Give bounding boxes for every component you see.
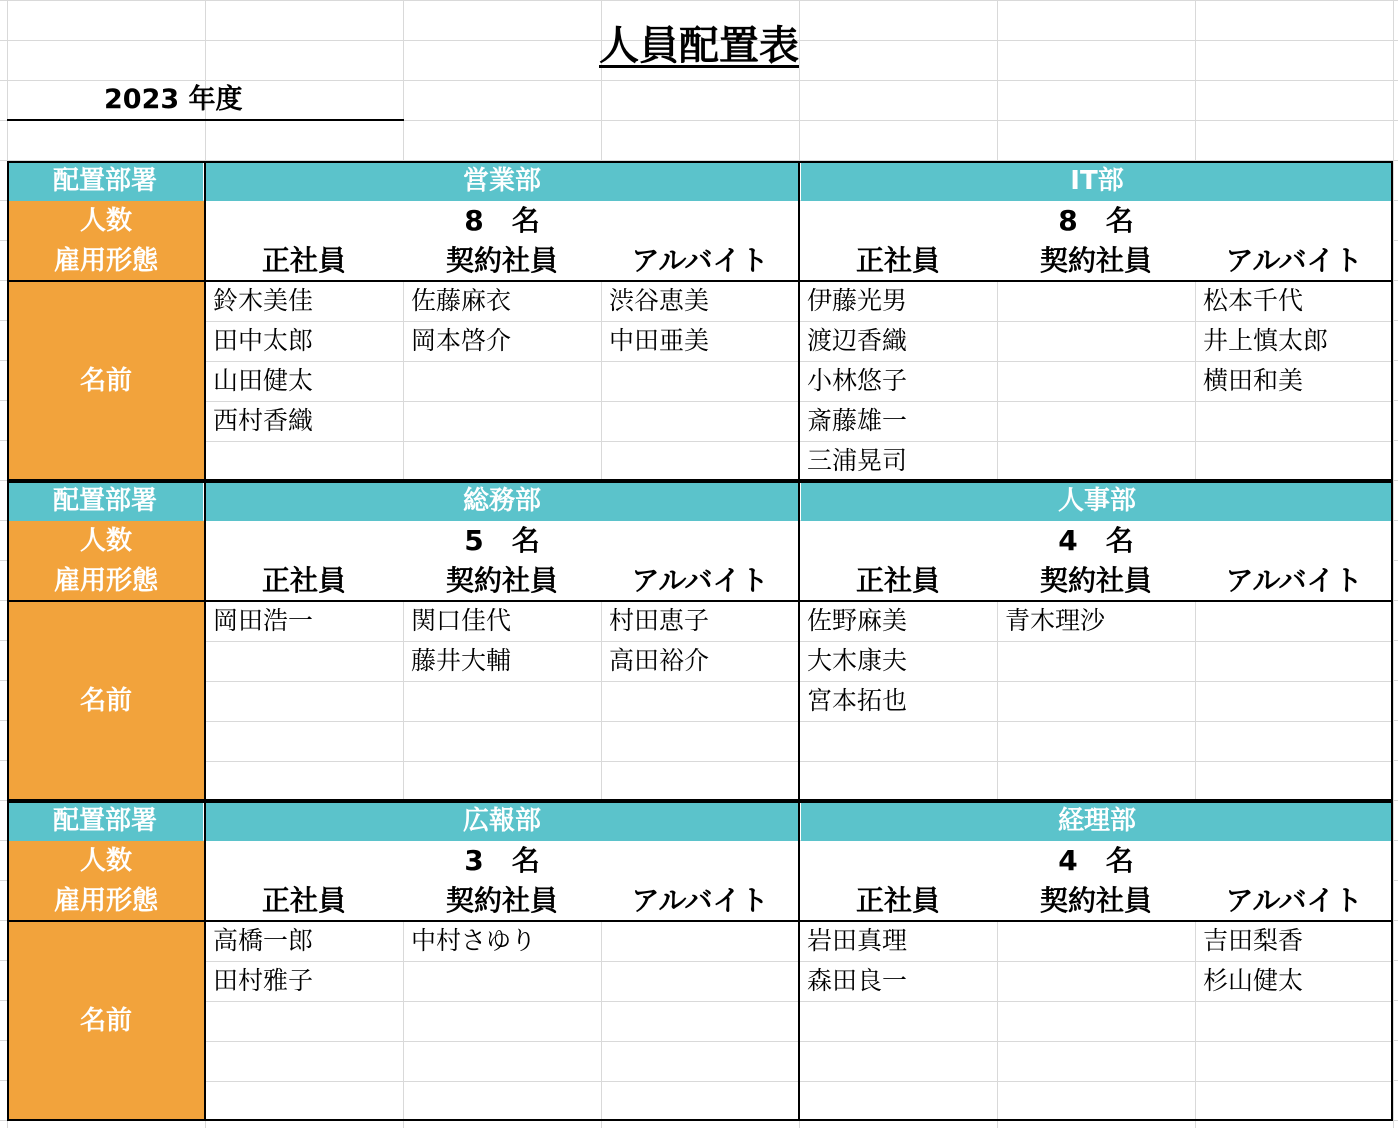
border-line [798, 481, 800, 801]
employee-name-cell[interactable] [1195, 681, 1393, 721]
employee-name-cell[interactable] [997, 1001, 1195, 1041]
headcount-unit: 名 [1105, 204, 1134, 237]
employee-name-cell[interactable] [601, 401, 799, 441]
headcount-unit: 名 [1105, 524, 1134, 557]
employment-type-header[interactable]: 契約社員 [1039, 564, 1152, 597]
headcount-value[interactable] [205, 201, 799, 241]
border-line [7, 1119, 1393, 1121]
employment-type-header[interactable]: 正社員 [855, 244, 940, 277]
employee-name-cell[interactable]: 渡辺香織 [807, 326, 908, 355]
employee-name-cell[interactable] [997, 761, 1195, 801]
label-dept[interactable]: 配置部署 [7, 481, 203, 521]
employee-name-cell[interactable] [1195, 641, 1393, 681]
employee-name-cell[interactable]: 大木康夫 [807, 646, 908, 675]
employment-type-header[interactable]: 契約社員 [445, 884, 558, 917]
employee-name-cell[interactable]: 渋谷恵美 [609, 286, 710, 315]
border-line [1391, 161, 1393, 481]
employee-name-cell[interactable] [403, 1041, 601, 1081]
employee-name-cell[interactable] [799, 1041, 997, 1081]
headcount-number: 4 [1058, 844, 1078, 877]
employee-name-cell[interactable] [601, 1041, 799, 1081]
label-names[interactable]: 名前 [79, 366, 132, 396]
border-line [7, 481, 1393, 483]
employee-name-cell[interactable] [799, 721, 997, 761]
employment-type-header[interactable]: 正社員 [261, 884, 346, 917]
label-employment-type[interactable]: 雇用形態 [53, 566, 158, 596]
employee-name-cell[interactable] [403, 1081, 601, 1121]
employment-type-header[interactable]: アルバイト [1225, 564, 1363, 597]
employment-type-header[interactable]: 正社員 [261, 564, 346, 597]
employment-type-header[interactable]: 契約社員 [1039, 884, 1152, 917]
border-line [204, 481, 206, 801]
employee-name-cell[interactable] [601, 761, 799, 801]
employee-name-cell[interactable] [1195, 761, 1393, 801]
employee-name-cell[interactable] [1195, 721, 1393, 761]
employee-name-cell[interactable]: 井上慎太郎 [1203, 326, 1329, 355]
employee-name-cell[interactable] [403, 441, 601, 481]
employee-name-cell[interactable] [601, 361, 799, 401]
employee-name-cell[interactable]: 田中太郎 [213, 326, 314, 355]
employment-type-header[interactable]: アルバイト [1225, 244, 1363, 277]
employee-name-cell[interactable] [403, 1001, 601, 1041]
label-names[interactable]: 名前 [79, 1006, 132, 1036]
employee-name-cell[interactable] [403, 401, 601, 441]
department-block [7, 161, 1393, 481]
border-line [7, 801, 9, 1121]
border-line [7, 481, 9, 801]
border-line [798, 801, 800, 1121]
label-dept[interactable]: 配置部署 [7, 161, 203, 201]
employee-name-cell[interactable] [601, 1001, 799, 1041]
employee-name-cell[interactable]: 高橋一郎 [213, 926, 314, 955]
employment-type-header[interactable]: アルバイト [631, 884, 769, 917]
headcount-number: 8 [1058, 204, 1078, 237]
border-line [7, 801, 1393, 803]
headcount-value[interactable] [799, 521, 1393, 561]
employee-name-cell[interactable]: 中田亜美 [609, 326, 710, 355]
sheet-title: 人員配置表 [599, 23, 799, 69]
department-name[interactable]: 経理部 [801, 801, 1393, 841]
department-block [7, 481, 1393, 801]
border-line [7, 161, 1393, 163]
employment-type-header[interactable]: 契約社員 [445, 564, 558, 597]
headcount-value[interactable] [799, 841, 1393, 881]
employment-type-header[interactable]: 正社員 [261, 244, 346, 277]
employee-name-cell[interactable] [403, 361, 601, 401]
employee-name-cell[interactable]: 岩田真理 [807, 926, 908, 955]
label-headcount[interactable]: 人数 [79, 846, 132, 876]
employee-name-cell[interactable]: 西村香織 [213, 406, 314, 435]
border-line [7, 600, 1393, 602]
employee-name-cell[interactable] [205, 681, 403, 721]
headcount-unit: 名 [511, 844, 540, 877]
employee-name-cell[interactable]: 中村さゆり [411, 926, 537, 955]
employee-name-cell[interactable]: 斎藤雄一 [807, 406, 908, 435]
employee-name-cell[interactable] [205, 761, 403, 801]
employee-name-cell[interactable] [997, 321, 1195, 361]
employee-name-cell[interactable] [601, 441, 799, 481]
headcount-value[interactable] [205, 521, 799, 561]
employee-name-cell[interactable] [205, 441, 403, 481]
employee-name-cell[interactable] [601, 681, 799, 721]
employee-name-cell[interactable] [997, 1041, 1195, 1081]
employee-name-cell[interactable]: 宮本拓也 [807, 686, 908, 715]
employment-type-header[interactable]: アルバイト [631, 564, 769, 597]
department-name[interactable]: IT部 [801, 161, 1393, 201]
border-line [1391, 801, 1393, 1121]
headcount-unit: 名 [511, 524, 540, 557]
employee-name-cell[interactable] [1195, 401, 1393, 441]
employee-name-cell[interactable] [997, 681, 1195, 721]
employment-type-header[interactable]: アルバイト [631, 244, 769, 277]
employee-name-cell[interactable] [403, 961, 601, 1001]
label-dept[interactable]: 配置部署 [7, 801, 203, 841]
department-name[interactable]: 総務部 [205, 481, 799, 521]
employee-name-cell[interactable] [205, 721, 403, 761]
employee-name-cell[interactable] [1195, 1081, 1393, 1121]
employment-type-header[interactable]: 契約社員 [445, 244, 558, 277]
employee-name-cell[interactable] [1195, 1041, 1393, 1081]
headcount-value[interactable] [205, 841, 799, 881]
employee-name-cell[interactable] [205, 1001, 403, 1041]
border-line [204, 161, 206, 481]
employee-name-cell[interactable] [1195, 441, 1393, 481]
employee-name-cell[interactable]: 吉田梨香 [1203, 926, 1304, 955]
employee-name-cell[interactable] [205, 641, 403, 681]
sheet-title-cell[interactable] [0, 18, 1398, 74]
border-line [7, 920, 1393, 922]
label-headcount[interactable]: 人数 [79, 526, 132, 556]
headcount-number: 8 [464, 204, 484, 237]
employee-name-cell[interactable]: 関口佳代 [411, 606, 512, 635]
employee-name-cell[interactable] [997, 921, 1195, 961]
department-name[interactable]: 営業部 [205, 161, 799, 201]
employee-name-cell[interactable] [601, 1081, 799, 1121]
employee-name-cell[interactable] [205, 1041, 403, 1081]
label-names[interactable]: 名前 [79, 686, 132, 716]
employee-name-cell[interactable]: 青木理沙 [1005, 606, 1106, 635]
employee-name-cell[interactable]: 岡本啓介 [411, 326, 512, 355]
employee-name-cell[interactable]: 杉山健太 [1203, 966, 1304, 995]
employee-name-cell[interactable] [997, 641, 1195, 681]
department-name[interactable]: 広報部 [205, 801, 799, 841]
employee-name-cell[interactable]: 小林悠子 [807, 366, 908, 395]
employee-name-cell[interactable]: 松本千代 [1203, 286, 1304, 315]
employee-name-cell[interactable] [997, 441, 1195, 481]
employee-name-cell[interactable]: 佐野麻美 [807, 606, 908, 635]
employee-name-cell[interactable] [997, 961, 1195, 1001]
employee-name-cell[interactable]: 伊藤光男 [807, 286, 908, 315]
employee-name-cell[interactable] [997, 361, 1195, 401]
employee-name-cell[interactable] [403, 761, 601, 801]
employee-name-cell[interactable]: 岡田浩一 [213, 606, 314, 635]
employment-type-header[interactable]: 正社員 [855, 564, 940, 597]
employee-name-cell[interactable] [601, 721, 799, 761]
employee-name-cell[interactable] [799, 1001, 997, 1041]
fiscal-year-cell[interactable]: 2023 年度 [104, 84, 243, 115]
employee-name-cell[interactable]: 三浦晃司 [807, 446, 908, 475]
employee-name-cell[interactable] [601, 921, 799, 961]
employee-name-cell[interactable]: 村田恵子 [609, 606, 710, 635]
label-employment-type[interactable]: 雇用形態 [53, 886, 158, 916]
employee-name-cell[interactable]: 高田裕介 [609, 646, 710, 675]
fiscal-year-underline [7, 119, 404, 121]
employee-name-cell[interactable]: 佐藤麻衣 [411, 286, 512, 315]
headcount-number: 3 [464, 844, 484, 877]
employee-name-cell[interactable]: 藤井大輔 [411, 646, 512, 675]
employee-name-cell[interactable] [997, 401, 1195, 441]
employee-name-cell[interactable] [799, 1081, 997, 1121]
employee-name-cell[interactable] [205, 1081, 403, 1121]
label-employment-type[interactable]: 雇用形態 [53, 246, 158, 276]
employment-type-header[interactable]: 契約社員 [1039, 244, 1152, 277]
employee-name-cell[interactable] [601, 961, 799, 1001]
border-line [7, 280, 1393, 282]
label-headcount[interactable]: 人数 [79, 206, 132, 236]
employment-type-header[interactable]: 正社員 [855, 884, 940, 917]
headcount-unit: 名 [1105, 844, 1134, 877]
border-line [798, 161, 800, 481]
department-name[interactable]: 人事部 [801, 481, 1393, 521]
employee-name-cell[interactable] [997, 281, 1195, 321]
employee-name-cell[interactable] [1195, 1001, 1393, 1041]
employee-name-cell[interactable] [799, 761, 997, 801]
employee-name-cell[interactable]: 山田健太 [213, 366, 314, 395]
employee-name-cell[interactable] [997, 721, 1195, 761]
employee-name-cell[interactable] [403, 681, 601, 721]
employment-type-header[interactable]: アルバイト [1225, 884, 1363, 917]
employee-name-cell[interactable] [997, 1081, 1195, 1121]
employee-name-cell[interactable] [403, 721, 601, 761]
border-line [7, 161, 9, 481]
headcount-number: 4 [1058, 524, 1078, 557]
headcount-value[interactable] [799, 201, 1393, 241]
employee-name-cell[interactable]: 田村雅子 [213, 966, 314, 995]
border-line [204, 801, 206, 1121]
employee-name-cell[interactable]: 横田和美 [1203, 366, 1304, 395]
department-block [7, 801, 1393, 1121]
border-line [1391, 481, 1393, 801]
headcount-number: 5 [464, 524, 484, 557]
employee-name-cell[interactable]: 鈴木美佳 [213, 286, 314, 315]
headcount-unit: 名 [511, 204, 540, 237]
employee-name-cell[interactable] [1195, 601, 1393, 641]
employee-name-cell[interactable]: 森田良一 [807, 966, 908, 995]
